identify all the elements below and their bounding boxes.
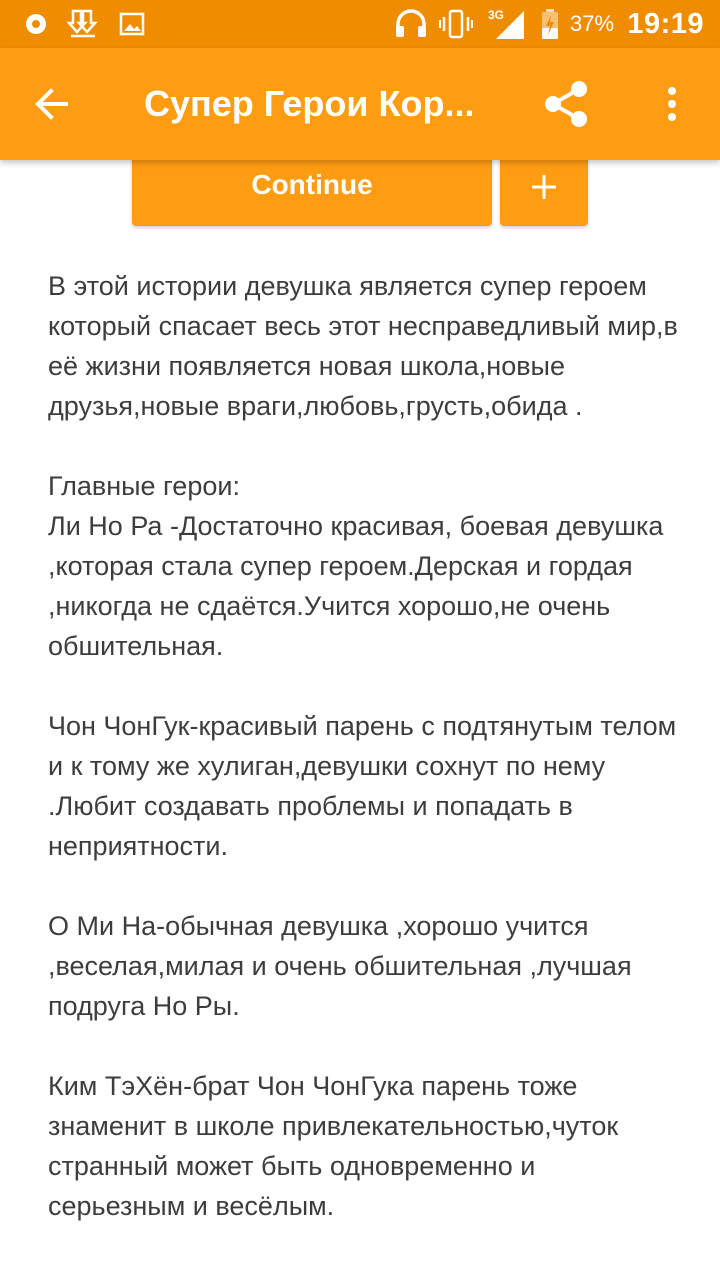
story-description (48, 266, 678, 1266)
add-to-library-button[interactable] (500, 160, 588, 226)
more-vert-icon (666, 86, 678, 122)
story-details (0, 160, 720, 1280)
battery-percent: 37% (570, 11, 615, 36)
description-paragraph: В этой истории девушка является супер героем который спасает весь этот несправедливый мир,в её жизни появляется новая школа,новые друзья,новые враги,любовь,грусть,обида . (48, 271, 678, 421)
app-bar (0, 48, 720, 160)
description-paragraph: Главные герои: Ли Но Ра -Достаточно красивая, боевая девушка ,которая стала супер героем.Дерская и гордая ,никогда не сдаётся.Учится хорошо,не очень обшительная. (48, 471, 664, 661)
image-icon (118, 0, 146, 48)
continue-button[interactable]: Continue (132, 160, 492, 226)
status-bar (0, 0, 720, 48)
battery-icon (538, 0, 562, 48)
network-type-label: 3G (488, 8, 505, 22)
page-title: Супер Герои Кор... (144, 83, 475, 124)
vibrate-icon (438, 0, 474, 48)
status-clock: 19:19 (627, 7, 704, 40)
description-paragraph: О Ми На-обычная девушка ,хорошо учится ,веселая,милая и очень обшительная ,лучшая подруга Но Ры. (48, 911, 632, 1021)
share-icon (541, 79, 591, 129)
description-paragraph: Чон ЧонГук-красивый парень с подтянутым телом и к тому же хулиган,девушки сохнут по нему .Любит создавать проблемы и попадать в неприятности. (48, 711, 677, 861)
more-options-button[interactable] (648, 76, 696, 132)
description-paragraph: Ким ТэХён-брат Чон ЧонГука парень тоже знаменит в школе привлекательностью,чуток странный может быть одновременно и серьезным и весёлым. (48, 1071, 619, 1221)
back-button[interactable] (24, 76, 80, 132)
signal-icon (486, 0, 526, 48)
download-icon (66, 0, 100, 48)
notification-circle-icon (22, 0, 50, 48)
plus-icon (530, 173, 558, 201)
share-button[interactable] (536, 76, 596, 132)
arrow-back-icon (34, 86, 70, 122)
headset-icon (392, 0, 430, 48)
